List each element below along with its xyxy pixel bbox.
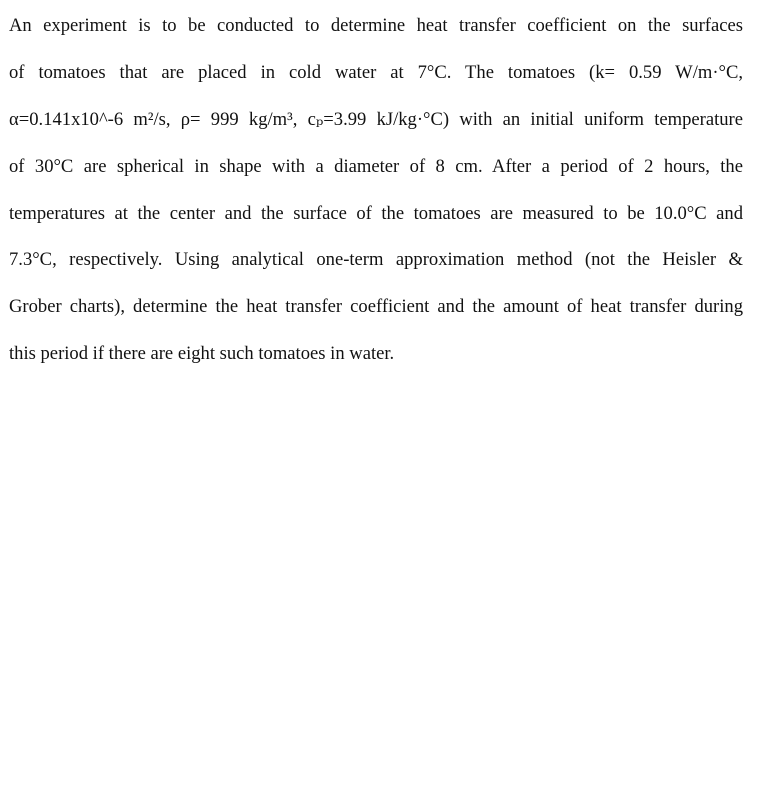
problem-line-5: temperatures at the center and the surface of the tomatoes are measured to be 10.0°C and — [9, 202, 743, 224]
problem-line-4: of 30°C are spherical in shape with a diameter of 8 cm. After a period of 2 hours, the — [9, 155, 743, 177]
problem-line-8: this period if there are eight such tomatoes in water. — [9, 343, 395, 365]
problem-line-1: An experiment is to be conducted to determine heat transfer coefficient on the surfaces — [9, 15, 743, 36]
problem-line-6: 7.3°C, respectively. Using analytical one-term approximation method (not the Heisler & — [9, 249, 743, 271]
problem-line-2: of tomatoes that are placed in cold water at 7°C. The tomatoes (k= 0.59 W/m·°C, — [9, 61, 743, 83]
problem-line-7: Grober charts), determine the heat transfer coefficient and the amount of heat transfer during — [9, 296, 743, 318]
problem-line-3: α=0.141x10^-6 m²/s, ρ= 999 kg/m³, cₚ=3.99 kJ/kg·°C) with an initial uniform temperature — [9, 108, 743, 130]
problem-statement — [9, 6, 743, 381]
